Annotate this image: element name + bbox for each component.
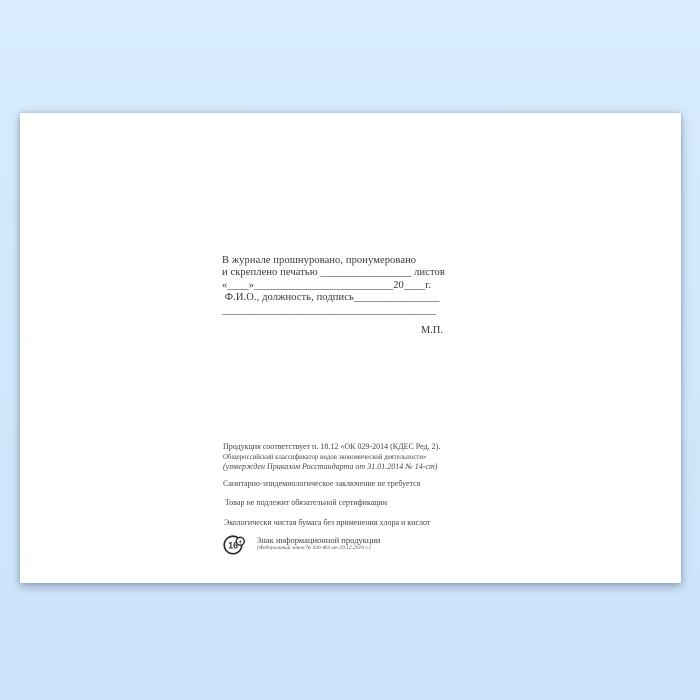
lacing-certification-block bbox=[222, 255, 448, 317]
certification-note: Товар не подлежит обязательной сертификации bbox=[225, 498, 388, 507]
age-number-text: 16 bbox=[228, 539, 238, 550]
compliance-note-line-3: (утвержден Приказом Росстандарта от 31.01.2014 № 14-ст) bbox=[223, 461, 438, 471]
lacing-line-3-date: «____»__________________________20____г. bbox=[222, 279, 432, 291]
lacing-line-4-signature: Ф.И.О., должность, подпись________________ bbox=[222, 292, 440, 304]
compliance-note-line-2: Общероссийский классификатор видов экономической деятельности» bbox=[223, 453, 427, 461]
product-info-block bbox=[223, 442, 463, 556]
age-plus-text: + bbox=[238, 538, 243, 546]
sanitary-note: Санитарно-эпидемиологическое заключение не требуется bbox=[223, 478, 421, 488]
compliance-note-line-1: Продукция соответствует п. 18.12 «ОК 029-2014 (КДЕС Ред. 2). bbox=[223, 442, 441, 451]
seal-place-label: М.П. bbox=[420, 325, 443, 336]
age-rating-16plus-icon bbox=[223, 534, 245, 556]
age-mark-title: Знак информационной продукции bbox=[257, 534, 381, 545]
eco-paper-note: Экологически чистая бумага без применения хлора и кислот bbox=[224, 517, 431, 527]
age-mark-texts bbox=[257, 536, 380, 553]
age-mark-law-reference: (Федеральный закон № 436-ФЗ от 29.12.2010 г.) bbox=[257, 545, 371, 551]
age-mark-row bbox=[223, 534, 463, 556]
journal-back-page bbox=[20, 113, 681, 583]
lacing-line-2: и скреплено печатью _________________ листов bbox=[222, 267, 445, 279]
lacing-line-1: В журнале прошнуровано, пронумеровано bbox=[222, 255, 417, 266]
lacing-line-5-blank: ________________________________________ bbox=[222, 304, 436, 316]
